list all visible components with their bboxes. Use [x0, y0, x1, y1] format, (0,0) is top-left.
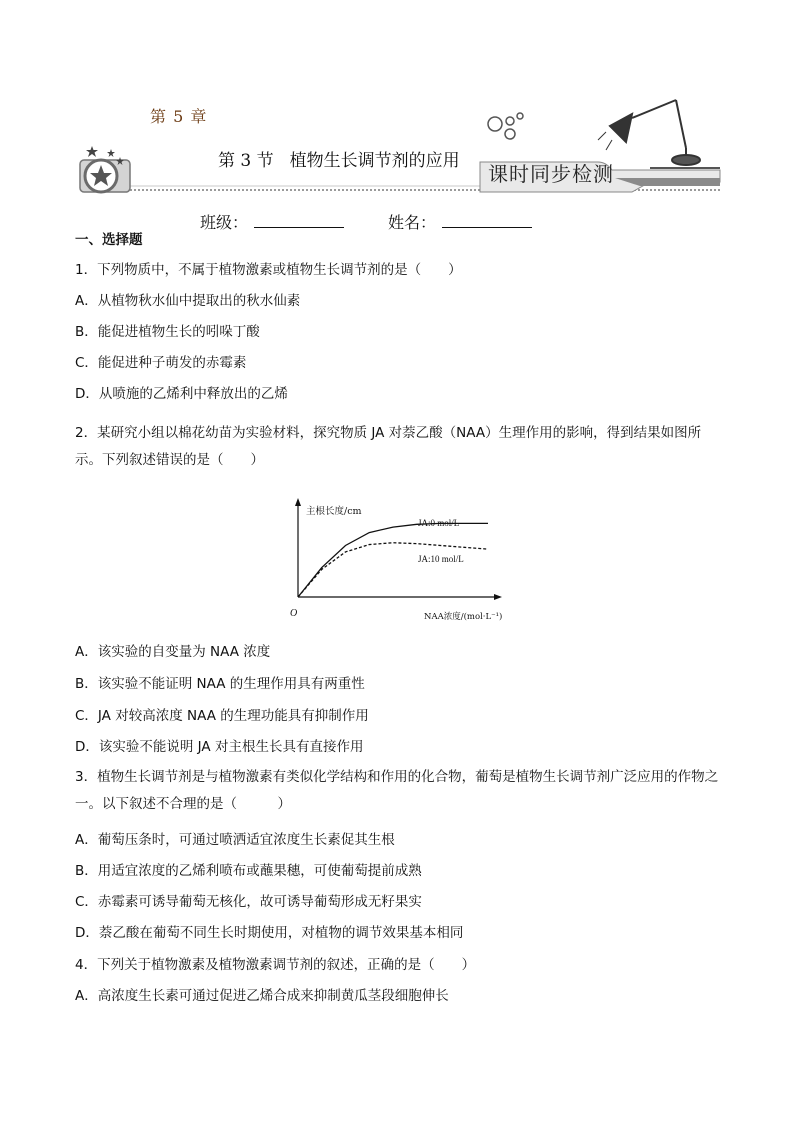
- chapter-label: 第 5 章: [150, 107, 208, 126]
- q1-option-d: D．从喷施的乙烯利中释放出的乙烯: [75, 386, 288, 402]
- y-axis-arrow: [295, 498, 301, 506]
- q3-option-b: B．用适宜浓度的乙烯利喷布或蘸果穗，可使葡萄提前成熟: [75, 863, 422, 879]
- section-name: 植物生长调节剂的应用: [289, 151, 460, 171]
- desk-lamp-icon: [598, 100, 700, 165]
- name-label: 姓名：: [388, 213, 437, 232]
- q3-option-d: D．萘乙酸在葡萄不同生长时期使用，对植物的调节效果基本相同: [75, 925, 464, 941]
- student-fields: [200, 210, 532, 233]
- q1-stem: 1．下列物质中，不属于植物激素或植物生长调节剂的是（ ）: [75, 262, 462, 278]
- series-label-0: JA:0 mol/L: [418, 518, 460, 528]
- q4-stem: 4．下列关于植物激素及植物激素调节剂的叙述，正确的是（ ）: [75, 957, 476, 973]
- bubbles-icon: [488, 113, 523, 139]
- star-emblem-icon: [80, 146, 130, 192]
- q2-option-a: A．该实验的自变量为 NAA 浓度: [75, 644, 271, 660]
- origin-label: O: [290, 608, 298, 619]
- q3-stem: 3．植物生长调节剂是与植物激素有类似化学结构和作用的化合物，葡萄是植物生长调节剂广泛应用的作物之一。以下叙述不合理的是（ ）: [75, 769, 719, 812]
- q2-option-d: D．该实验不能说明 JA 对主根生长具有直接作用: [75, 739, 364, 755]
- x-axis-label: NAA浓度/(mol·L⁻¹): [424, 612, 503, 622]
- q1-option-c: C．能促进种子萌发的赤霉素: [75, 355, 247, 371]
- q1-option-b: B．能促进植物生长的吲哚丁酸: [75, 324, 260, 340]
- header-banner: [0, 0, 794, 205]
- q4-option-a: A．高浓度生长素可通过促进乙烯合成来抑制黄瓜茎段细胞伸长: [75, 988, 449, 1004]
- badge-label: 课时同步检测: [488, 162, 614, 186]
- series-line-1: [298, 543, 488, 597]
- q2-option-c: C．JA 对较高浓度 NAA 的生理功能具有抑制作用: [75, 708, 369, 724]
- series-label-1: JA:10 mol/L: [418, 554, 464, 564]
- q1-option-a: A．从植物秋水仙中提取出的秋水仙素: [75, 293, 301, 309]
- root-length-chart: [280, 492, 520, 627]
- name-blank[interactable]: [442, 213, 532, 228]
- section-title: [218, 146, 460, 171]
- class-blank[interactable]: [254, 213, 344, 228]
- x-axis-arrow: [494, 594, 502, 600]
- section-number: 第 3 节: [218, 151, 274, 171]
- q3-option-c: C．赤霉素可诱导葡萄无核化，故可诱导葡萄形成无籽果实: [75, 894, 422, 910]
- class-label: 班级：: [200, 213, 249, 232]
- q2-stem: 2．某研究小组以棉花幼苗为实验材料，探究物质 JA 对萘乙酸（NAA）生理作用的影响，得到结果如图所示。下列叙述错误的是（ ）: [75, 425, 702, 468]
- section-heading: 一、选择题: [75, 232, 143, 248]
- q3-option-a: A．葡萄压条时，可通过喷洒适宜浓度生长素促其生根: [75, 832, 395, 848]
- q2-option-b: B．该实验不能证明 NAA 的生理作用具有两重性: [75, 676, 365, 692]
- y-axis-label: 主根长度/cm: [306, 506, 362, 517]
